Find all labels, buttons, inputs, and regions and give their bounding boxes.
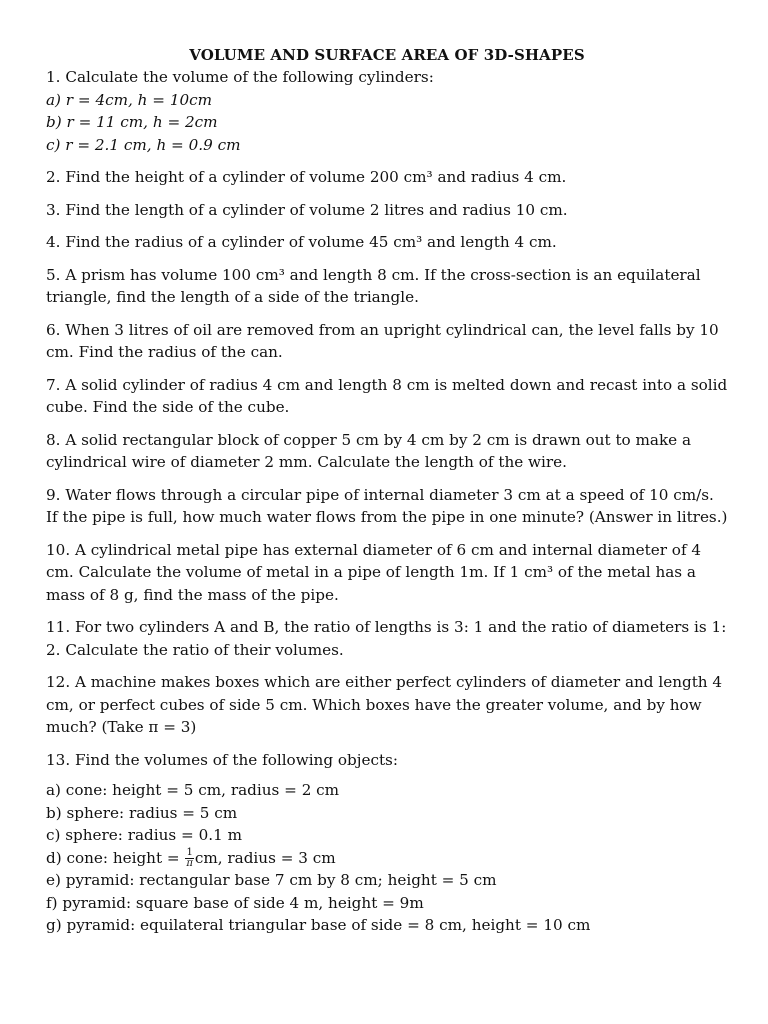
question-9: 9. Water flows through a circular pipe of internal diameter 3 cm at a speed of 10 cm/s. If the pipe is full, how much water flows from the pipe in one minute? (Answer in litres.) xyxy=(46,485,728,526)
question-1 xyxy=(46,66,728,156)
question-4: 4. Find the radius of a cylinder of volume 45 cm³ and length 4 cm. xyxy=(46,233,557,251)
question-13f: f) pyramid: square base of side 4 m, height = 9m xyxy=(46,893,424,912)
question-13d-prefix: d) cone: height = xyxy=(46,848,185,867)
question-13 xyxy=(46,749,728,937)
question-5: 5. A prism has volume 100 cm³ and length 8 cm. If the cross-section is an equilateral triangle, find the length of a side of the triangle. xyxy=(46,265,701,306)
question-13b: b) sphere: radius = 5 cm xyxy=(46,803,238,822)
question-8: 8. A solid rectangular block of copper 5 cm by 4 cm by 2 cm is drawn out to make a cylindrical wire of diameter 2 mm. Calculate the length of the wire. xyxy=(46,430,692,471)
question-13e: e) pyramid: rectangular base 7 cm by 8 cm; height = 5 cm xyxy=(46,871,497,889)
worksheet-title: VOLUME AND SURFACE AREA OF 3D-SHAPES xyxy=(189,46,585,64)
question-13g: g) pyramid: equilateral triangular base of side = 8 cm, height = 10 cm xyxy=(46,916,591,934)
question-12: 12. A machine makes boxes which are either perfect cylinders of diameter and length 4 cm, or perfect cubes of side 5 cm. Which boxes have the greater volume, and by how much? (Take π = 3) xyxy=(46,673,723,736)
question-2: 2. Find the height of a cylinder of volume 200 cm³ and radius 4 cm. xyxy=(46,168,567,186)
question-10: 10. A cylindrical metal pipe has external diameter of 6 cm and internal diameter of 4 cm. Calculate the volume of metal in a pipe of length 1m. If 1 cm³ of the metal has a mass of 8 g, find the mass of the pipe. xyxy=(46,540,702,604)
question-11: 11. For two cylinders A and B, the ratio of lengths is 3: 1 and the ratio of diameters is 1: 2. Calculate the ratio of their volumes. xyxy=(46,618,727,659)
question-13d-suffix: cm, radius = 3 cm xyxy=(194,848,336,867)
one-over-pi-fraction xyxy=(185,848,193,869)
question-13d xyxy=(46,847,728,870)
question-1a: a) r = 4cm, h = 10cm xyxy=(46,90,213,109)
question-7: 7. A solid cylinder of radius 4 cm and length 8 cm is melted down and recast into a solid cube. Find the side of the cube. xyxy=(46,375,728,416)
question-13a: a) cone: height = 5 cm, radius = 2 cm xyxy=(46,781,340,799)
worksheet-page xyxy=(46,44,728,937)
question-1c: c) r = 2.1 cm, h = 0.9 cm xyxy=(46,135,241,154)
question-13-stem: 13. Find the volumes of the following objects: xyxy=(46,750,398,769)
question-1b: b) r = 11 cm, h = 2cm xyxy=(46,113,218,131)
question-3: 3. Find the length of a cylinder of volume 2 litres and radius 10 cm. xyxy=(46,200,568,219)
question-13c: c) sphere: radius = 0.1 m xyxy=(46,826,242,844)
question-6: 6. When 3 litres of oil are removed from an upright cylindrical can, the level falls by 10 cm. Find the radius of the can. xyxy=(46,320,719,361)
question-1-stem: 1. Calculate the volume of the following cylinders: xyxy=(46,68,434,86)
fraction-denominator: π xyxy=(186,858,193,869)
fraction-numerator: 1 xyxy=(186,847,193,858)
